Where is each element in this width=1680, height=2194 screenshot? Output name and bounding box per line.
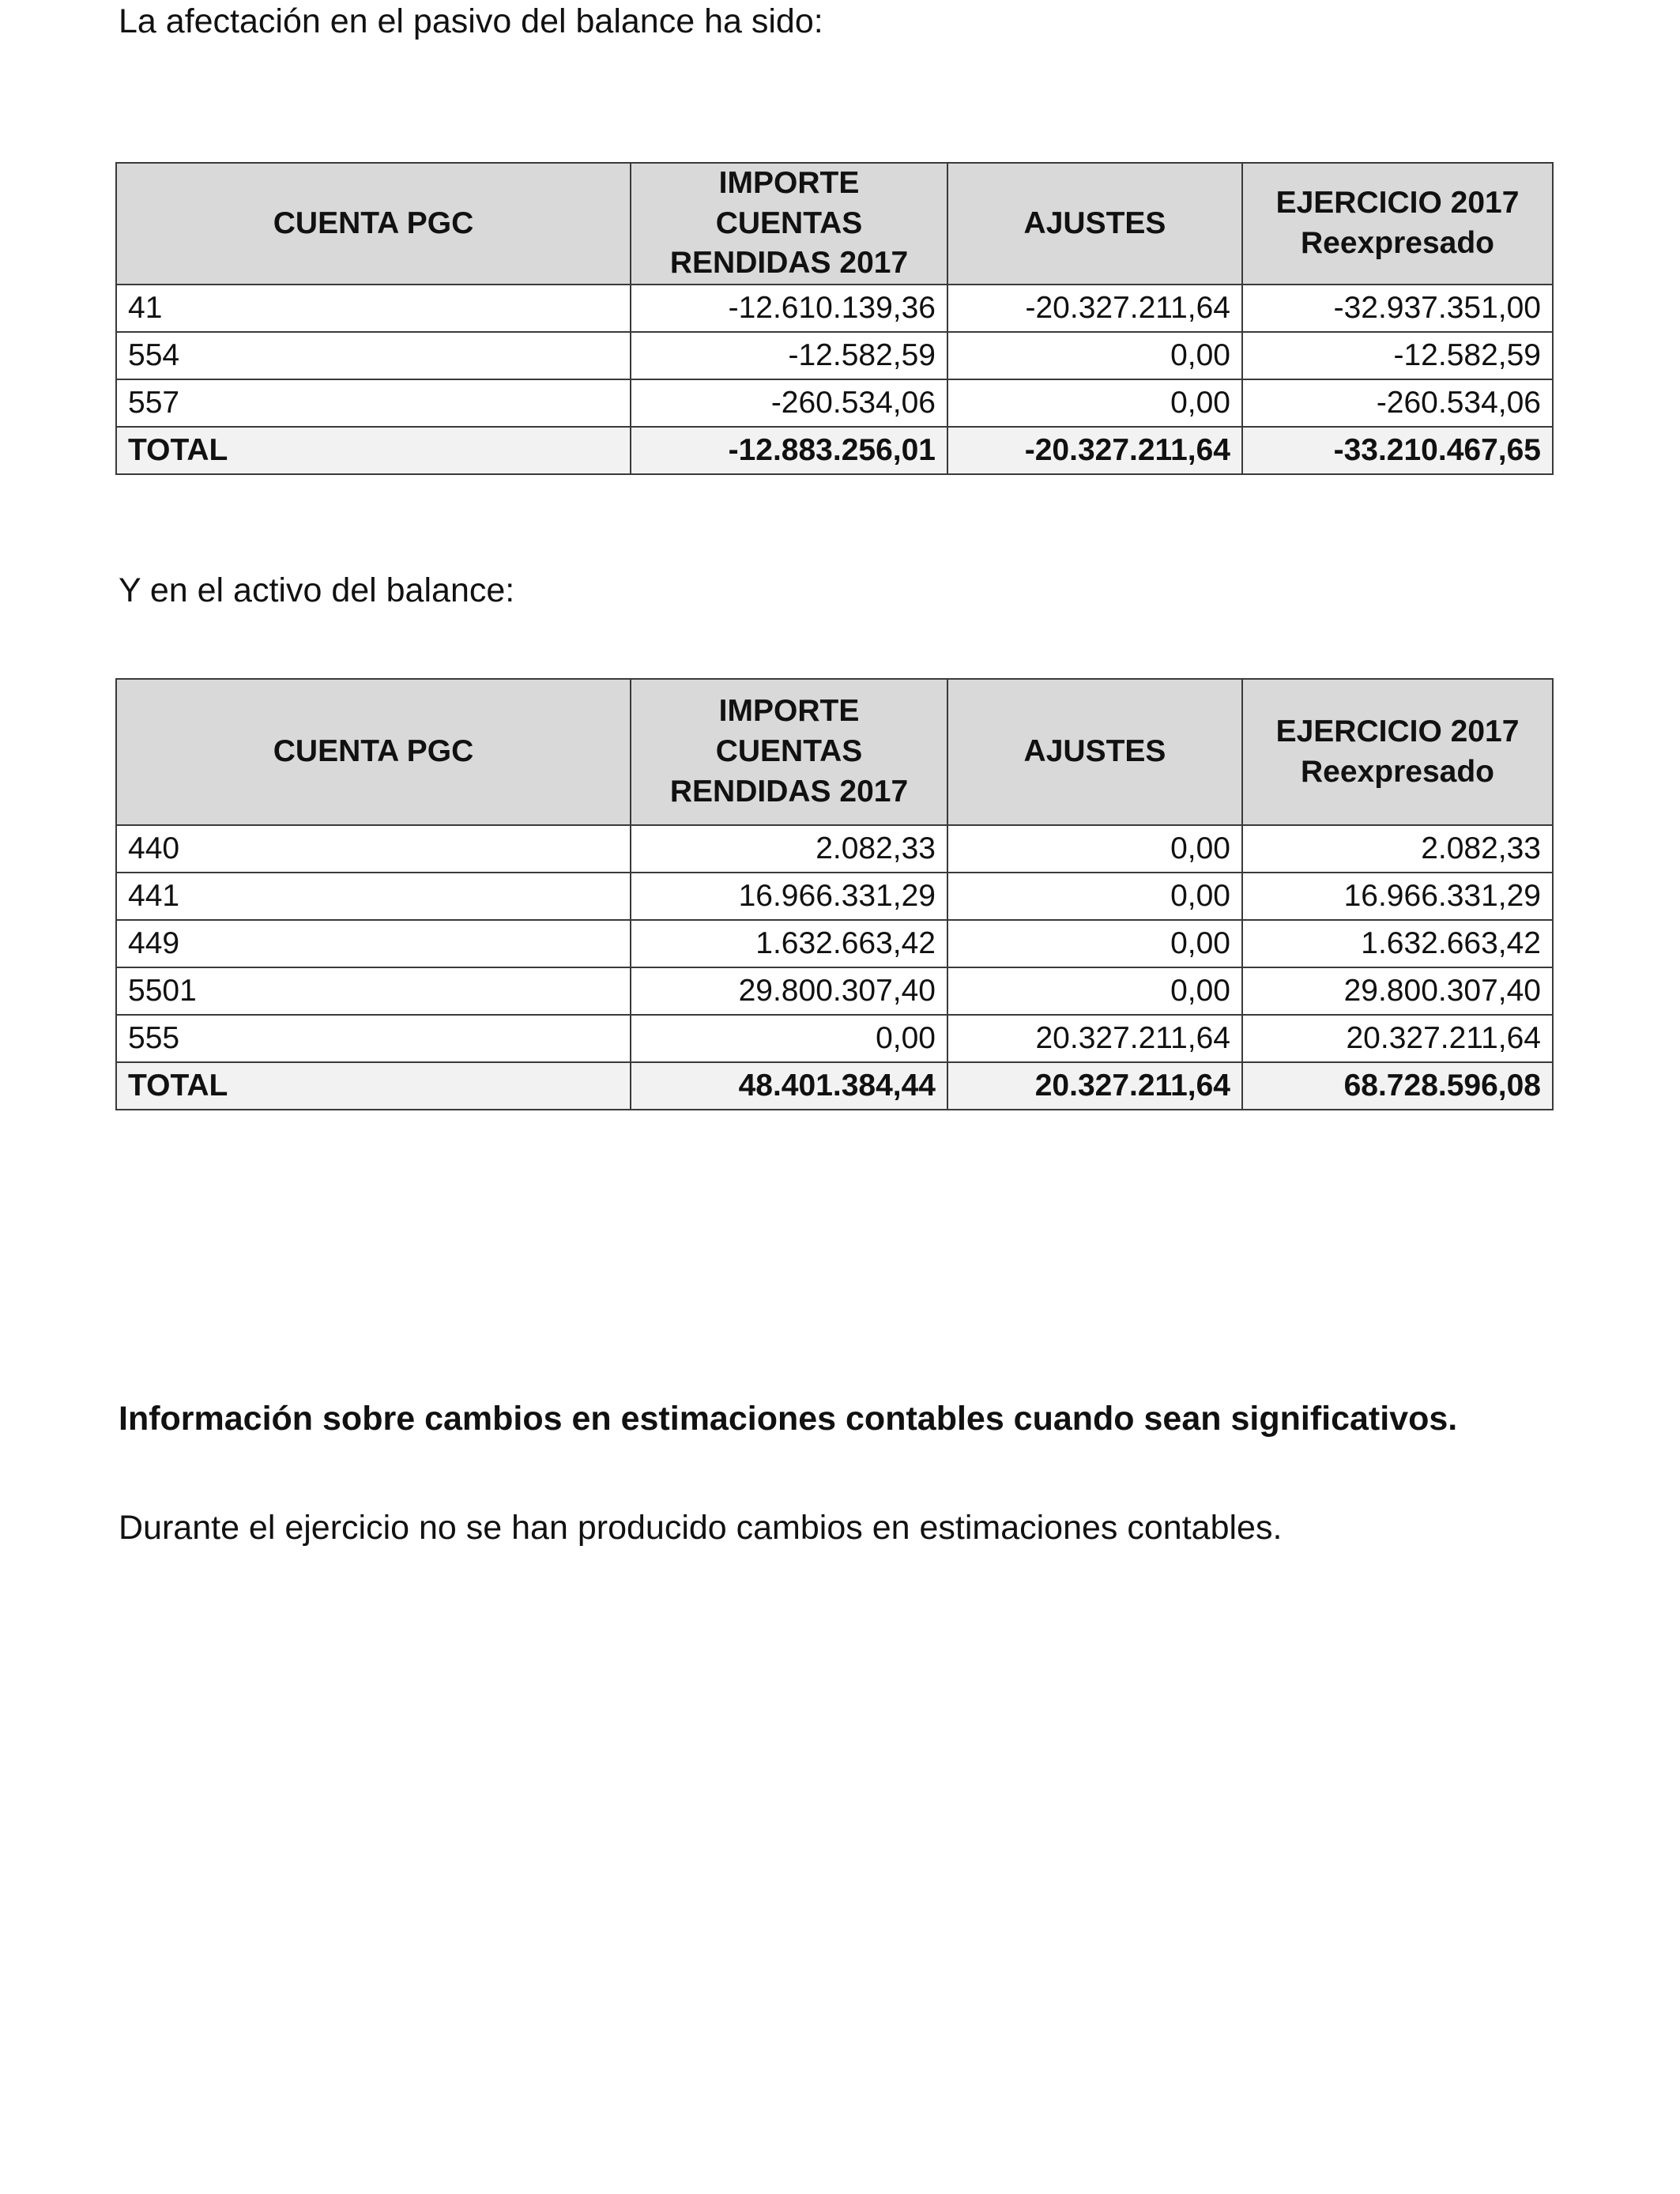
cell-total-ajustes: -20.327.211,64	[947, 427, 1242, 474]
table-row	[116, 1015, 1553, 1062]
header-importe-line2: RENDIDAS 2017	[669, 774, 909, 809]
cell-total-ejercicio: 68.728.596,08	[1242, 1062, 1553, 1110]
activo-table	[115, 678, 1554, 1110]
cell-total-label: TOTAL	[116, 427, 631, 474]
header-cuenta-pgc: CUENTA PGC	[116, 163, 631, 285]
header-ejercicio-line2: Reexpresado	[1301, 226, 1494, 261]
header-ejercicio-line1: EJERCICIO 2017	[1275, 714, 1520, 748]
cell-cuenta: 41	[116, 285, 631, 332]
cell-importe: -12.610.139,36	[631, 285, 947, 332]
cell-ejercicio: 29.800.307,40	[1242, 967, 1553, 1015]
cell-cuenta: 440	[116, 825, 631, 873]
cell-ajustes: 0,00	[947, 379, 1242, 427]
table-header-row	[116, 679, 1553, 825]
header-importe-line1: IMPORTE CUENTAS	[715, 166, 863, 240]
closing-text: Durante el ejercicio no se han producido cambios en estimaciones contables.	[119, 1509, 1283, 1547]
header-ejercicio-line2: Reexpresado	[1301, 754, 1494, 789]
cell-importe: -260.534,06	[631, 379, 947, 427]
cell-importe: 29.800.307,40	[631, 967, 947, 1015]
cell-total-importe: 48.401.384,44	[631, 1062, 947, 1110]
table-row	[116, 920, 1553, 967]
intro-activo-text: Y en el activo del balance:	[119, 571, 515, 609]
header-importe-line2: RENDIDAS 2017	[669, 246, 909, 281]
cell-ajustes: 0,00	[947, 967, 1242, 1015]
cell-ajustes: 0,00	[947, 920, 1242, 967]
total-row	[116, 427, 1553, 474]
cell-cuenta: 555	[116, 1015, 631, 1062]
cell-importe: 1.632.663,42	[631, 920, 947, 967]
header-ajustes: AJUSTES	[947, 163, 1242, 285]
header-cuenta-pgc: CUENTA PGC	[116, 679, 631, 825]
cell-importe: 16.966.331,29	[631, 873, 947, 920]
cell-ejercicio: -32.937.351,00	[1242, 285, 1553, 332]
cell-importe: 2.082,33	[631, 825, 947, 873]
cell-total-ejercicio: -33.210.467,65	[1242, 427, 1553, 474]
header-ejercicio	[1242, 679, 1553, 825]
cell-cuenta: 441	[116, 873, 631, 920]
cell-ajustes: 0,00	[947, 332, 1242, 379]
cell-ajustes: 0,00	[947, 873, 1242, 920]
cell-ejercicio: 2.082,33	[1242, 825, 1553, 873]
table-row	[116, 379, 1553, 427]
intro-pasivo-text: La afectación en el pasivo del balance ha sido:	[119, 2, 823, 40]
header-importe	[631, 679, 947, 825]
table-row	[116, 825, 1553, 873]
header-ejercicio	[1242, 163, 1553, 285]
pasivo-table	[115, 162, 1554, 475]
table-row	[116, 873, 1553, 920]
header-importe	[631, 163, 947, 285]
cell-importe: -12.582,59	[631, 332, 947, 379]
cell-total-ajustes: 20.327.211,64	[947, 1062, 1242, 1110]
header-ajustes: AJUSTES	[947, 679, 1242, 825]
total-row	[116, 1062, 1553, 1110]
header-importe-line1: IMPORTE CUENTAS	[715, 694, 863, 769]
cell-ejercicio: -260.534,06	[1242, 379, 1553, 427]
header-ejercicio-line1: EJERCICIO 2017	[1275, 186, 1520, 221]
cell-ajustes: 0,00	[947, 825, 1242, 873]
cell-cuenta: 554	[116, 332, 631, 379]
cell-ejercicio: 20.327.211,64	[1242, 1015, 1553, 1062]
table-row	[116, 285, 1553, 332]
cell-ejercicio: -12.582,59	[1242, 332, 1553, 379]
table-row	[116, 332, 1553, 379]
cell-importe: 0,00	[631, 1015, 947, 1062]
cell-ajustes: 20.327.211,64	[947, 1015, 1242, 1062]
section-heading: Información sobre cambios en estimaciones contables cuando sean significativos.	[119, 1400, 1458, 1438]
table-header-row	[116, 163, 1553, 285]
cell-ejercicio: 1.632.663,42	[1242, 920, 1553, 967]
cell-total-label: TOTAL	[116, 1062, 631, 1110]
cell-ejercicio: 16.966.331,29	[1242, 873, 1553, 920]
cell-total-importe: -12.883.256,01	[631, 427, 947, 474]
cell-cuenta: 5501	[116, 967, 631, 1015]
cell-cuenta: 557	[116, 379, 631, 427]
cell-ajustes: -20.327.211,64	[947, 285, 1242, 332]
table-row	[116, 967, 1553, 1015]
cell-cuenta: 449	[116, 920, 631, 967]
